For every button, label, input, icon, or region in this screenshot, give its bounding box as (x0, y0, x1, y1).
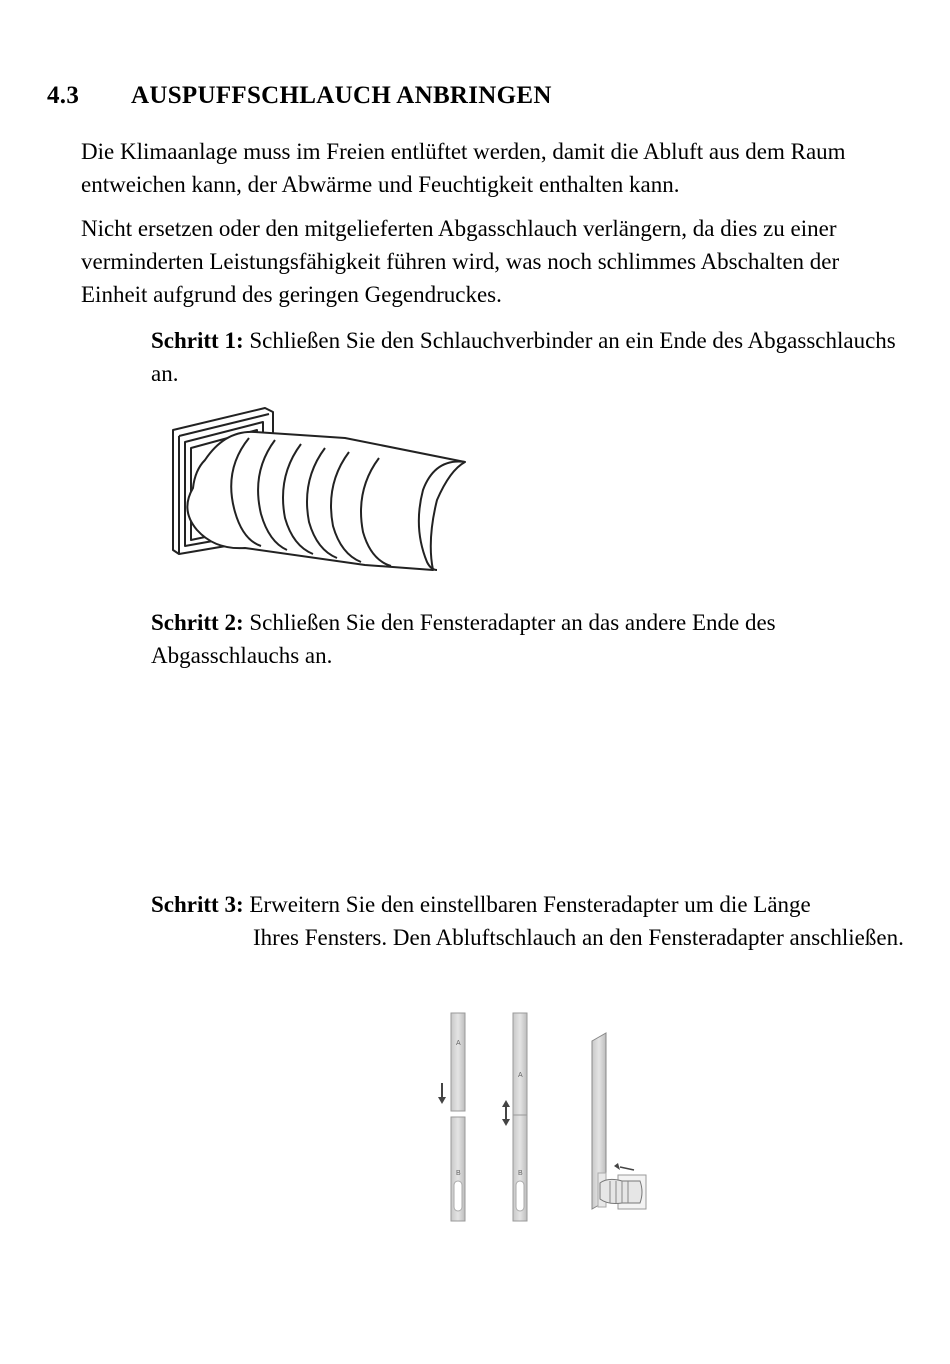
adapter-separated (438, 1013, 465, 1221)
step-2-text: Schließen Sie den Fensteradapter an das andere Ende des Abgasschlauchs an. (151, 610, 776, 668)
step-1 (151, 324, 911, 390)
paragraph-warning: Nicht ersetzen oder den mitgelieferten Abgasschlauch verlängern, da dies zu einer verminderten Leistungsfähigkeit führen wird, was noch schlimmes Abschalten der Einheit aufgrund des geringen Gegendruckes. (81, 216, 840, 307)
label-a: A (456, 1040, 461, 1047)
step-2-label: Schritt 2: (151, 610, 244, 635)
step-3-label: Schritt 3: (151, 892, 244, 917)
step-2 (151, 606, 911, 672)
window-adapter-illustration (430, 1005, 670, 1230)
step-3 (151, 888, 911, 921)
section-number: 4.3 (47, 82, 80, 109)
step-1-text: Schließen Sie den Schlauchverbinder an ein Ende des Abgasschlauchs an. (151, 328, 896, 386)
step-3-text-line1: Erweitern Sie den einstellbaren Fensteradapter um die Länge (243, 892, 811, 917)
adapter-with-hose (592, 1033, 646, 1209)
adapter-extended (502, 1013, 527, 1221)
section-heading (47, 82, 552, 110)
label-b: B (456, 1170, 461, 1177)
label-a-2: A (518, 1072, 523, 1079)
section-title: AUSPUFFSCHLAUCH ANBRINGEN (131, 82, 552, 109)
step-1-label: Schritt 1: (151, 328, 244, 353)
label-b-2: B (518, 1170, 523, 1177)
paragraph-venting: Die Klimaanlage muss im Freien entlüftet werden, damit die Abluft aus dem Raum entweichen kann, der Abwärme und Feuchtigkeit enthalten kann. (81, 139, 846, 197)
hose-connector-illustration (165, 400, 485, 580)
step-3-text-continued: Ihres Fensters. Den Abluftschlauch an den Fensteradapter anschließen. (253, 925, 904, 950)
